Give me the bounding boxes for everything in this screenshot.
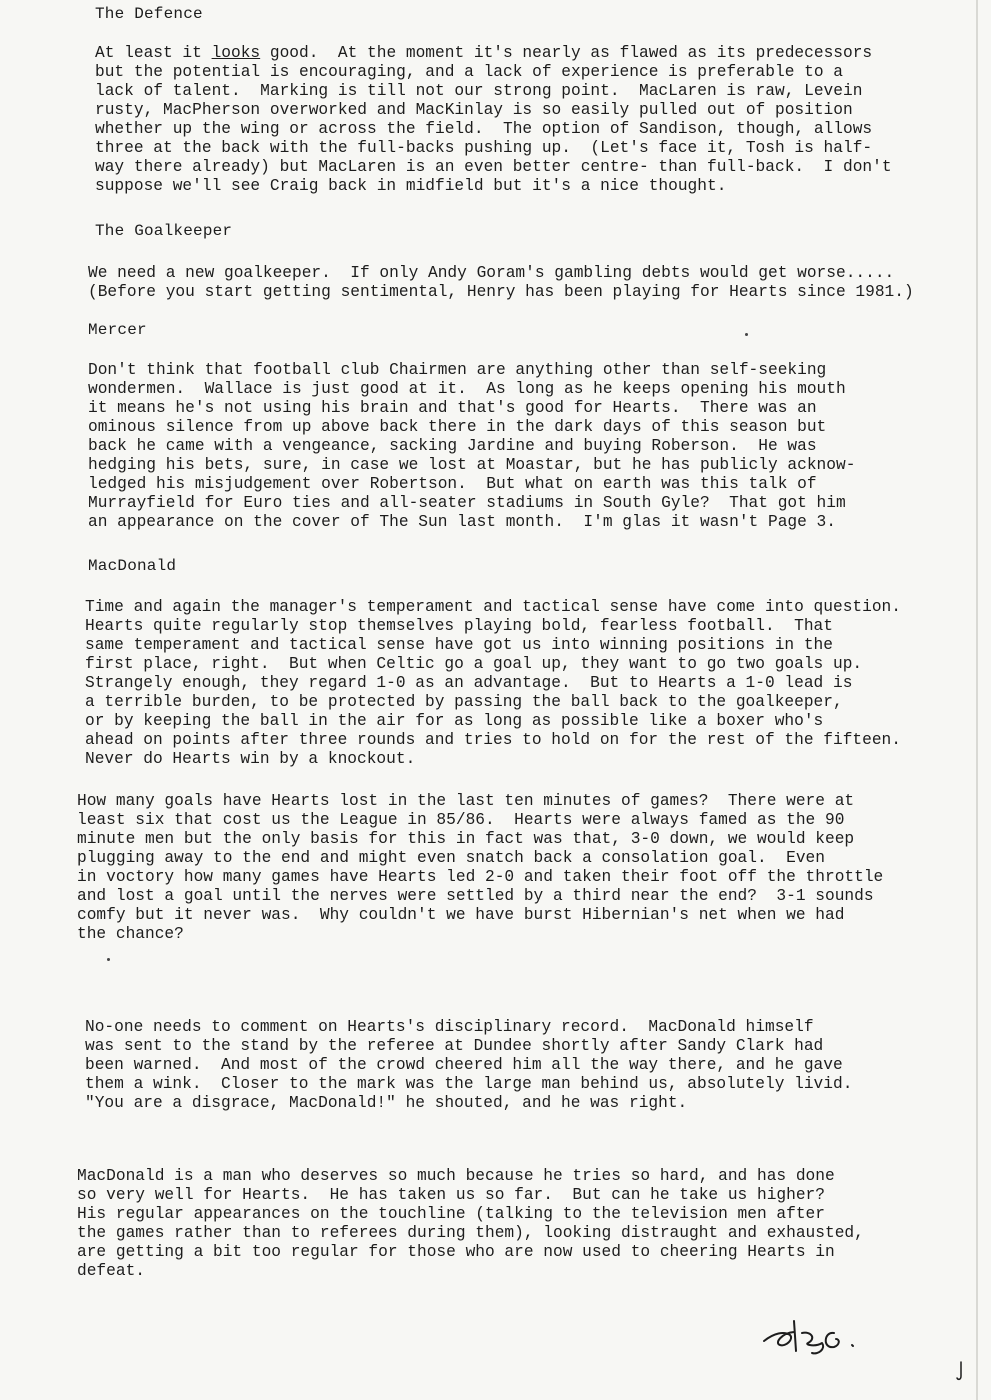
text-line: a terrible burden, to be protected by passing the ball back to the goalkeeper, (85, 693, 843, 711)
text-line: are getting a bit too regular for those who are now used to cheering Hearts in (77, 1243, 835, 1261)
heading-defence: The Defence (95, 5, 203, 23)
text-line: least six that cost us the League in 85/86. Hearts were always famed as the 90 (77, 811, 845, 829)
text-line: MacDonald is a man who deserves so much because he tries so hard, and has done (77, 1167, 835, 1185)
text-line: Hearts quite regularly stop themselves playing bold, fearless football. That (85, 617, 833, 635)
text-line: defeat. (77, 1262, 145, 1280)
text-line: Time and again the manager's temperament and tactical sense have come into question. (85, 598, 901, 616)
text-line: ledged his misjudgement over Robertson. But what on earth was this talk of (88, 475, 817, 493)
text-line: been warned. And most of the crowd cheered him all the way there, and he gave (85, 1056, 843, 1074)
underlined-word: looks (211, 44, 261, 62)
paragraph-macdonald-4 (77, 1167, 937, 1281)
text-line: an appearance on the cover of The Sun last month. I'm glas it wasn't Page 3. (88, 513, 836, 531)
paragraph-macdonald-3 (85, 1018, 945, 1113)
page-edge (976, 0, 978, 1400)
text-line: way there already) but MacLaren is an even better centre- than full-back. I don't (95, 158, 892, 176)
text-line: the chance? (77, 925, 184, 943)
stray-mark (107, 958, 110, 961)
text-line: so very well for Hearts. He has taken us so far. But can he take us higher? (77, 1186, 825, 1204)
text-line: How many goals have Hearts lost in the last ten minutes of games? There were at (77, 792, 855, 810)
text-line: At least it looks good. At the moment it's nearly as flawed as its predecessors (95, 44, 873, 62)
text-line: His regular appearances on the touchline (talking to the television men after (77, 1205, 825, 1223)
handwritten-signature (760, 1315, 880, 1360)
text-line: No-one needs to comment on Hearts's disciplinary record. MacDonald himself (85, 1018, 814, 1036)
text-line: plugging away to the end and might even snatch back a consolation goal. Even (77, 849, 825, 867)
text-line: suppose we'll see Craig back in midfield but it's a nice thought. (95, 177, 727, 195)
heading-macdonald: MacDonald (88, 557, 177, 575)
text-line: the games rather than to referees during them), looking distraught and exhausted, (77, 1224, 864, 1242)
text-line: whether up the wing or across the field. The option of Sandison, though, allows (95, 120, 873, 138)
text-line: ominous silence from up above back there in the dark days of this season but (88, 418, 827, 436)
margin-mark (955, 1360, 965, 1382)
text-line: lack of talent. Marking is till not our strong point. MacLaren is raw, Levein (95, 82, 863, 100)
text-line: Never do Hearts win by a knockout. (85, 750, 416, 768)
text-line: back he came with a vengeance, sacking Jardine and buying Roberson. He was (88, 437, 817, 455)
text-line: in voctory how many games have Hearts led 2-0 and taken their foot off the throttle (77, 868, 884, 886)
text-line: Strangely enough, they regard 1-0 as an advantage. But to Hearts a 1-0 lead is (85, 674, 853, 692)
stray-mark (745, 333, 748, 336)
text-line: Don't think that football club Chairmen are anything other than self-seeking (88, 361, 827, 379)
text-line: them a wink. Closer to the mark was the large man behind us, absolutely livid. (85, 1075, 853, 1093)
text-line: Murrayfield for Euro ties and all-seater stadiums in South Gyle? That got him (88, 494, 846, 512)
paragraph-macdonald-1 (85, 598, 965, 769)
text-line: and lost a goal until the nerves were settled by a third near the end? 3-1 sounds (77, 887, 874, 905)
text-line: We need a new goalkeeper. If only Andy Goram's gambling debts would get worse..... (88, 264, 895, 282)
text-line: it means he's not using his brain and that's good for Hearts. There was an (88, 399, 817, 417)
text-line: or by keeping the ball in the air for as long as possible like a boxer who's (85, 712, 824, 730)
text-line: was sent to the stand by the referee at Dundee shortly after Sandy Clark had (85, 1037, 824, 1055)
text-line: rusty, MacPherson overworked and MacKinlay is so easily pulled out of position (95, 101, 853, 119)
text-line: ahead on points after three rounds and tries to hold on for the rest of the fifteen. (85, 731, 901, 749)
paragraph-defence (95, 44, 955, 196)
text-line: first place, right. But when Celtic go a goal up, they want to go two goals up. (85, 655, 863, 673)
text-line: hedging his bets, sure, in case we lost at Moastar, but he has publicly acknow- (88, 456, 856, 474)
paragraph-mercer (88, 361, 948, 532)
text-line: three at the back with the full-backs pushing up. (Let's face it, Tosh is half- (95, 139, 873, 157)
paragraph-goalkeeper (88, 264, 958, 302)
heading-goalkeeper: The Goalkeeper (95, 222, 233, 240)
text-line: (Before you start getting sentimental, Henry has been playing for Hearts since 1981.) (88, 283, 914, 301)
paragraph-macdonald-2 (77, 792, 937, 944)
text-line: minute men but the only basis for this in fact was that, 3-0 down, we would keep (77, 830, 855, 848)
text-line: "You are a disgrace, MacDonald!" he shouted, and he was right. (85, 1094, 688, 1112)
text-line: wondermen. Wallace is just good at it. As long as he keeps opening his mouth (88, 380, 846, 398)
text-line: comfy but it never was. Why couldn't we have burst Hibernian's net when we had (77, 906, 845, 924)
text-line: but the potential is encouraging, and a lack of experience is preferable to a (95, 63, 843, 81)
heading-mercer: Mercer (88, 321, 147, 339)
text-line: same temperament and tactical sense have got us into winning positions in the (85, 636, 833, 654)
